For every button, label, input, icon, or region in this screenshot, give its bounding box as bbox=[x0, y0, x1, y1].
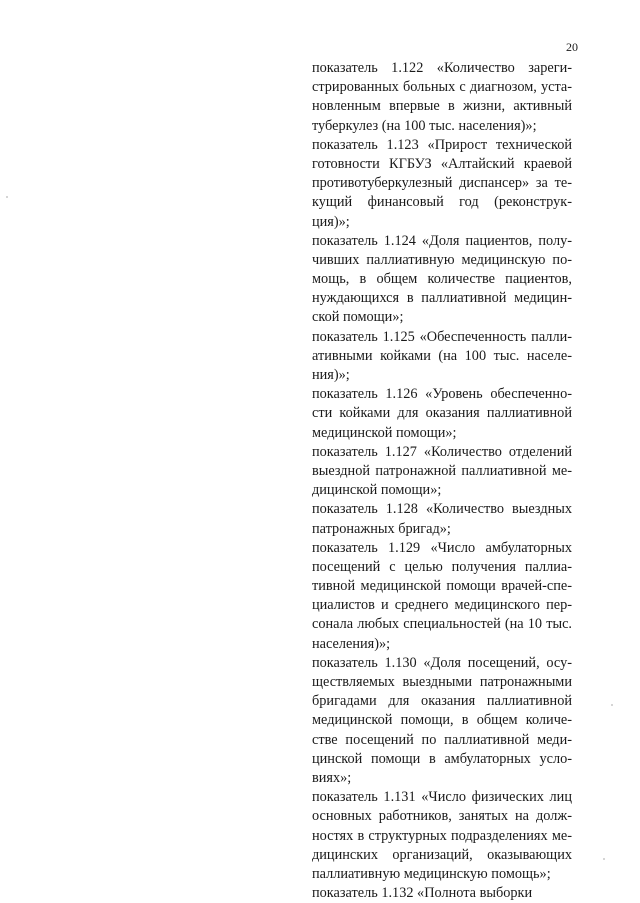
text-line: показатель 1.132 «Полнота выборки bbox=[312, 885, 533, 902]
text-line: посещений с целью получения паллиа- bbox=[312, 558, 572, 575]
paragraph bbox=[312, 788, 572, 884]
text-line: населения)»; bbox=[312, 635, 391, 652]
text-line: виях»; bbox=[312, 769, 352, 786]
text-line: ской помощи»; bbox=[312, 309, 404, 326]
paragraph bbox=[312, 385, 572, 443]
text-line: ция)»; bbox=[312, 213, 350, 230]
text-line: медицинской помощи»; bbox=[312, 424, 457, 441]
paragraph bbox=[312, 539, 572, 654]
text-line: показатель 1.128 «Количество выездных bbox=[312, 501, 572, 518]
text-line: патронажных бригад»; bbox=[312, 520, 451, 537]
scan-speck bbox=[603, 858, 605, 860]
text-line: чивших паллиативную медицинскую по- bbox=[312, 251, 572, 268]
text-line: новленным впервые в жизни, активный bbox=[312, 98, 572, 115]
text-line: мощь, в общем количестве пациентов, bbox=[312, 271, 572, 288]
text-line: ществляемых выездными патронажными bbox=[312, 674, 572, 690]
text-line: ностях в структурных подразделениях ме- bbox=[312, 827, 572, 844]
text-line: противотуберкулезный диспансер» за те- bbox=[312, 175, 572, 192]
text-line: показатель 1.122 «Количество зареги- bbox=[312, 60, 572, 76]
text-line: ния)»; bbox=[312, 367, 350, 383]
text-line: нуждающихся в паллиативной медицин- bbox=[312, 290, 572, 307]
scan-speck bbox=[611, 704, 613, 706]
text-line: готовности КГБУЗ «Алтайский краевой bbox=[312, 155, 572, 172]
paragraph bbox=[312, 500, 572, 538]
paragraph bbox=[312, 654, 572, 788]
text-line: дицинских организаций, оказывающих bbox=[312, 846, 572, 863]
text-line: ативными койками (на 100 тыс. населе- bbox=[312, 347, 572, 364]
text-line: медицинской помощи, в общем количе- bbox=[312, 712, 572, 729]
text-line: стве посещений по паллиативной меди- bbox=[312, 731, 572, 748]
text-line: показатель 1.130 «Доля посещений, осу- bbox=[312, 654, 572, 671]
paragraph bbox=[312, 232, 572, 328]
text-line: бригадами для оказания паллиативной bbox=[312, 693, 572, 710]
text-line: туберкулез (на 100 тыс. населения)»; bbox=[312, 117, 537, 134]
text-line: тивной медицинской помощи врачей-спе- bbox=[312, 578, 572, 595]
paragraph bbox=[312, 136, 572, 232]
text-line: показатель 1.123 «Прирост технической bbox=[312, 136, 572, 153]
paragraph bbox=[312, 328, 572, 386]
page-number: 20 bbox=[566, 40, 578, 54]
scan-speck bbox=[6, 196, 8, 198]
text-line: кущий финансовый год (реконструк- bbox=[312, 194, 572, 211]
text-line: цинской помощи в амбулаторных усло- bbox=[312, 750, 572, 767]
text-line: показатель 1.124 «Доля пациентов, полу- bbox=[312, 232, 572, 249]
paragraph bbox=[312, 59, 572, 136]
text-line: показатель 1.131 «Число физических лиц bbox=[312, 789, 572, 806]
text-line: дицинской помощи»; bbox=[312, 482, 442, 499]
text-line: показатель 1.129 «Число амбулаторных bbox=[312, 539, 572, 556]
text-line: показатель 1.127 «Количество отделений bbox=[312, 443, 572, 460]
text-line: основных работников, занятых на долж- bbox=[312, 808, 572, 825]
text-column bbox=[312, 59, 572, 903]
text-line: показатель 1.125 «Обеспеченность палли- bbox=[312, 328, 572, 345]
text-line: стрированных больных с диагнозом, уста- bbox=[312, 79, 572, 96]
text-line: показатель 1.126 «Уровень обеспеченно- bbox=[312, 386, 572, 403]
paragraph bbox=[312, 884, 572, 903]
text-line: паллиативную медицинскую помощь»; bbox=[312, 865, 551, 882]
text-line: выездной патронажной паллиативной ме- bbox=[312, 462, 572, 479]
text-line: циалистов и среднего медицинского пер- bbox=[312, 597, 572, 614]
paragraph bbox=[312, 443, 572, 501]
text-line: сонала любых специальностей (на 10 тыс. bbox=[312, 616, 572, 633]
text-line: сти койками для оказания паллиативной bbox=[312, 405, 572, 422]
